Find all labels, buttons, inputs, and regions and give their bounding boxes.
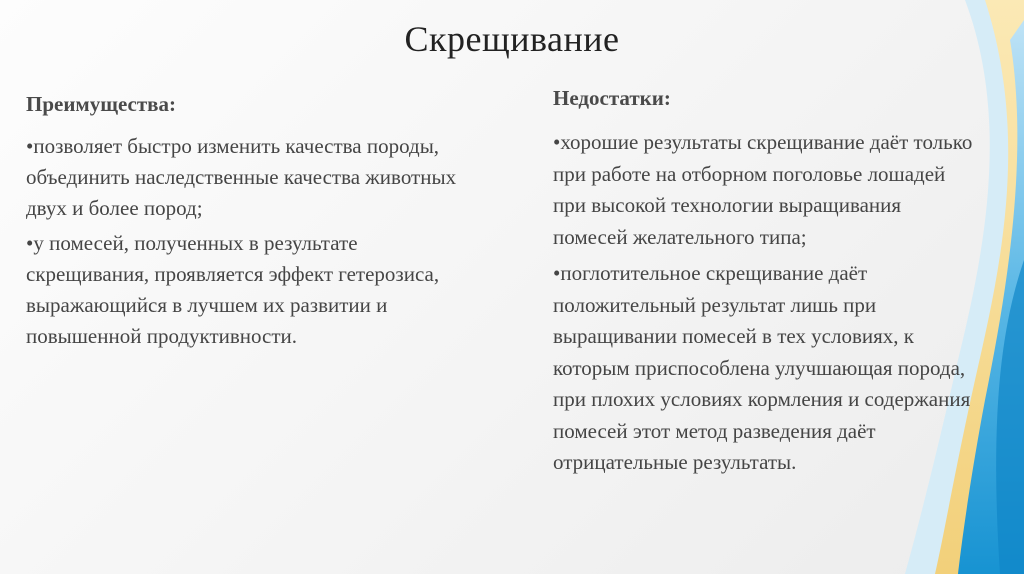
advantages-heading: Преимущества: [26,92,177,116]
advantages-column [26,92,466,356]
disadvantages-heading: Недостатки: [553,86,671,110]
advantage-item: •позволяет быстро изменить качества породы, объединить наследственные качества животных двух и более пород; [26,134,457,220]
advantage-item: •у помесей, полученных в результате скрещивания, проявляется эффект гетерозиса, выражающийся в лучшем их развитии и повышенной продуктивности. [26,231,440,348]
disadvantage-item: •хорошие результаты скрещивание даёт только при работе на отборном поголовье лошадей при высокой технологии выращивания помесей желательного типа; [553,130,973,249]
disadvantages-column [553,86,973,484]
disadvantage-item: •поглотительное скрещивание даёт положительный результат лишь при выращивании помесей в тех условиях, к которым приспособлена улучшающая порода, при плохих условиях кормления и содержания помесей этот метод разведения даёт отрицательные результаты. [553,261,971,474]
slide-title: Скрещивание [404,19,620,59]
